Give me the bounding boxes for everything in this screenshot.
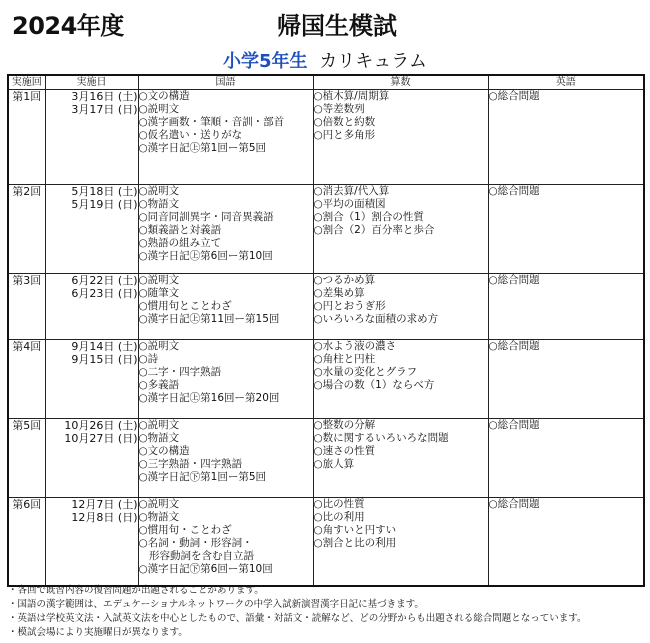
date-text: 9月15日 (日)	[71, 353, 138, 366]
footnote: ・国語の漢字範囲は、エデュケーショナルネットワークの中学入試新演習漢字日記に基づきます。	[8, 599, 424, 610]
topic-item: ○総合問題	[488, 90, 540, 102]
topic-item: ○漢字日記㊦第1回ー第5回	[138, 471, 267, 483]
date-text: 12月8日 (日)	[71, 511, 138, 524]
table-row	[8, 419, 644, 498]
topic-item: ○割合（2）百分率と歩合	[313, 224, 435, 236]
col-header-round: 実施回	[8, 75, 45, 90]
footnote: ・各回で既習内容の復習問題が出題されることがあります。	[8, 585, 264, 596]
math-cell	[313, 185, 488, 274]
math-cell	[313, 274, 488, 340]
topic-item: ○多義語	[138, 379, 180, 391]
topic-item: ○場合の数（1）ならべ方	[313, 379, 435, 391]
col-header-japanese: 国語	[138, 75, 313, 90]
topic-item: ○差集め算	[313, 287, 365, 299]
date-cell	[45, 185, 138, 274]
math-cell	[313, 90, 488, 185]
topic-item: ○倍数と約数	[313, 116, 376, 128]
topic-item: ○割合（1）割合の性質	[313, 211, 424, 223]
topic-item: ○旅人算	[313, 458, 355, 470]
date-text: 10月27日 (日)	[64, 432, 138, 445]
english-cell	[488, 90, 644, 185]
math-cell	[313, 419, 488, 498]
topic-item: ○割合と比の利用	[313, 537, 397, 549]
topic-item: ○説明文	[138, 103, 180, 115]
topic-item: ○平均の面積図	[313, 198, 386, 210]
footnotes	[8, 584, 587, 640]
table-row	[8, 274, 644, 340]
topic-item: ○水量の変化とグラフ	[313, 366, 418, 378]
col-header-english: 英語	[488, 75, 644, 90]
date-cell	[45, 340, 138, 419]
topic-item: ○漢字日記㊤第11回ー第15回	[138, 313, 280, 325]
topic-item: ○角すいと円すい	[313, 524, 397, 536]
topic-item: ○説明文	[138, 419, 180, 431]
round-cell: 第4回	[8, 340, 45, 419]
date-text: 5月18日 (土)	[71, 185, 138, 198]
date-text: 5月19日 (日)	[71, 198, 138, 211]
topic-item: ○熟語の組み立て	[138, 237, 222, 249]
round-cell: 第2回	[8, 185, 45, 274]
english-cell	[488, 185, 644, 274]
date-text: 3月16日 (土)	[71, 90, 138, 103]
table-row	[8, 90, 644, 185]
date-text: 6月23日 (日)	[71, 287, 138, 300]
topic-item: 形容動詞を含む自立語	[138, 550, 254, 562]
topic-item: ○数に関するいろいろな問題	[313, 432, 449, 444]
topic-item: ○慣用句とことわざ	[138, 300, 232, 312]
table-row	[8, 340, 644, 419]
topic-item: ○文の構造	[138, 445, 190, 457]
date-cell	[45, 498, 138, 586]
topic-item: ○植木算/周期算	[313, 90, 390, 102]
japanese-cell	[138, 90, 313, 185]
topic-item: ○総合問題	[488, 340, 540, 352]
topic-item: ○説明文	[138, 340, 180, 352]
topic-item: ○比の性質	[313, 498, 365, 510]
date-cell	[45, 274, 138, 340]
english-cell	[488, 340, 644, 419]
topic-item: ○説明文	[138, 498, 180, 510]
year-label: 2024年度	[12, 12, 124, 40]
topic-item: ○物語文	[138, 198, 180, 210]
topic-item: ○総合問題	[488, 274, 540, 286]
table-header-row	[8, 75, 644, 90]
japanese-cell	[138, 340, 313, 419]
subtitle	[0, 47, 650, 73]
english-cell	[488, 274, 644, 340]
topic-item: ○物語文	[138, 432, 180, 444]
date-text: 3月17日 (日)	[71, 103, 138, 116]
date-cell	[45, 90, 138, 185]
math-cell	[313, 340, 488, 419]
date-text: 12月7日 (土)	[71, 498, 138, 511]
english-cell	[488, 419, 644, 498]
topic-item: ○名詞・動詞・形容詞・	[138, 537, 253, 549]
round-cell: 第3回	[8, 274, 45, 340]
topic-item: ○随筆文	[138, 287, 180, 299]
topic-item: ○漢字日記㊦第6回ー第10回	[138, 563, 273, 575]
footnote: ・模試会場により実施曜日が異なります。	[8, 627, 188, 638]
topic-item: ○総合問題	[488, 185, 540, 197]
topic-item: ○文の構造	[138, 90, 190, 102]
date-text: 10月26日 (土)	[64, 419, 138, 432]
topic-item: ○総合問題	[488, 498, 540, 510]
topic-item: ○円と多角形	[313, 129, 376, 141]
japanese-cell	[138, 419, 313, 498]
topic-item: ○等差数列	[313, 103, 365, 115]
date-text: 9月14日 (土)	[71, 340, 138, 353]
topic-item: ○説明文	[138, 274, 180, 286]
topic-item: ○比の利用	[313, 511, 365, 523]
topic-item: ○物語文	[138, 511, 180, 523]
topic-item: ○説明文	[138, 185, 180, 197]
topic-item: ○円とおうぎ形	[313, 300, 386, 312]
japanese-cell	[138, 185, 313, 274]
japanese-cell	[138, 498, 313, 586]
topic-item: ○漢字日記㊤第16回ー第20回	[138, 392, 280, 404]
curriculum-label: カリキュラム	[319, 51, 428, 72]
topic-item: ○整数の分解	[313, 419, 376, 431]
table-row	[8, 498, 644, 586]
col-header-math: 算数	[313, 75, 488, 90]
topic-item: ○いろいろな面積の求め方	[313, 313, 439, 325]
topic-item: ○速さの性質	[313, 445, 376, 457]
curriculum-table	[7, 74, 645, 587]
round-cell: 第1回	[8, 90, 45, 185]
topic-item: ○消去算/代入算	[313, 185, 390, 197]
topic-item: ○慣用句・ことわざ	[138, 524, 232, 536]
page-title: 帰国生模試	[277, 12, 397, 40]
topic-item: ○類義語と対義語	[138, 224, 222, 236]
topic-item: ○仮名遣い・送りがな	[138, 129, 243, 141]
japanese-cell	[138, 274, 313, 340]
date-text: 6月22日 (土)	[71, 274, 138, 287]
topic-item: ○漢字画数・筆順・音訓・部首	[138, 116, 285, 128]
round-cell: 第6回	[8, 498, 45, 586]
date-cell	[45, 419, 138, 498]
topic-item: ○三字熟語・四字熟語	[138, 458, 243, 470]
grade-label: 小学5年生	[222, 51, 308, 72]
topic-item: ○角柱と円柱	[313, 353, 376, 365]
topic-item: ○つるかめ算	[313, 274, 376, 286]
topic-item: ○漢字日記㊤第6回ー第10回	[138, 250, 273, 262]
topic-item: ○漢字日記㊤第1回ー第5回	[138, 142, 267, 154]
footnote: ・英語は学校英文法・入試英文法を中心としたもので、語彙・対話文・読解など、どの分野からも出題される総合問題となっています。	[8, 613, 587, 624]
topic-item: ○二字・四字熟語	[138, 366, 222, 378]
math-cell	[313, 498, 488, 586]
topic-item: ○総合問題	[488, 419, 540, 431]
topic-item: ○水よう液の濃さ	[313, 340, 397, 352]
round-cell: 第5回	[8, 419, 45, 498]
english-cell	[488, 498, 644, 586]
col-header-date: 実施日	[45, 75, 138, 90]
topic-item: ○詩	[138, 353, 159, 365]
table-row	[8, 185, 644, 274]
topic-item: ○同音同訓異字・同音異義語	[138, 211, 274, 223]
